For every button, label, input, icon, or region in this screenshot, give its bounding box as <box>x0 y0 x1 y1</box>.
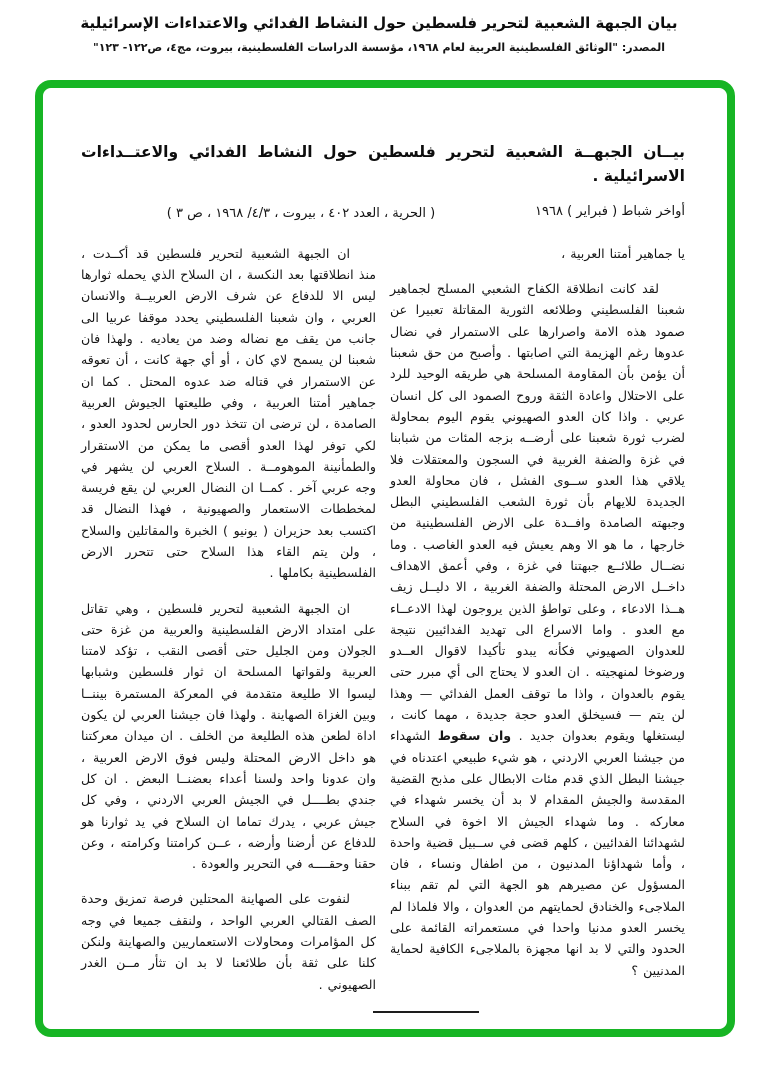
right-column-paragraph <box>390 278 685 981</box>
paragraph-text-after-bold: الشهداء من جيشنا العربي الاردني ، هو شيء طبيعي اعتدناه في جيشنا البطل الذي قدم مئات الابطال على مذبح القضية المقدسة والجيش المقدام لا بد أن يخسر شهداء في معاركه . وما شهداء الجيش الا اخوة في السلاح لشهدائنا الفدائيين ، كلهم قضى في ســبيل قضية واحدة ، وأما شهداؤنا المدنيون ، من اطفال ونساء ، فان المسؤول عن مصيرهم هو الجهة التي لم تقم ببناء الملاجىء والخنادق لحمايتهم من العدوان ، والا فلماذا لم يخسر العدو مدنيا واحدا في مستعمراته القائمة على الحدود والتي لا بد انها مجهزة بالملاجىء الكافية لحماية المدنيين ؟ <box>390 728 685 978</box>
green-border-frame <box>35 80 735 1037</box>
page-header <box>0 0 758 54</box>
journal-citation: ( الحرية ، العدد ٤٠٢ ، بيروت ، ٤/٣/ ١٩٦٨ ، ص ٣ ) <box>166 206 436 222</box>
end-of-text-rule <box>373 1011 479 1013</box>
right-column <box>390 243 685 995</box>
paragraph-text-before-bold: لقد كانت انطلاقة الكفاح الشعبي المسلح لجماهير شعبنا الفلسطيني وطلائعه الثورية المقاتلة تعبيرا عن صمود هذه الامة واصرارها على الاستمرار في نضال عدوها رغم الهزيمة التي اصابتها . وأصبح من حق شعبنا أن يؤمن بأن المقاومة المسلحة هي طريقه الوحيد للرد على الاحتلال واعادة الثقة وروح الصمود الى كل انسان عربي . واذا كان العدو الصهيوني يقوم اليوم بمحاولة لضرب ثورة شعبنا على أرضــه بزجه المئات من شبابنا في غزة والضفة الغربية في السجون والمعتقلات فلا يلاقي هذا العدو ســوى الفشل ، فان محاولة العدو الجديدة للايهام بأن ثورة الشعب الفلسطيني البطل وجبهته الصامدة وافــدة على الارض الفلسطينية من خارجها ، ما هو الا وهم يعيش فيه العدو الغاصب . وما نضــال طلائــع جبهتنا في غزة ، وفي أعمق الاهداف داخــل الارض المحتلة والضفة الغربية ، الا دليــل زيف هــذا الادعاء ، وعلى تواطؤ الذين يروجون لهذا الادعــاء مع العدو . واما الاسراع الى تهديد الفدائيين نتيجة للعدوان الصهيوني فكأنه يبدو تأكيدا لاقوال العــدو ورضوخا لمنهجيته . ان العدو لا يحتاج الى أي مبرر حتى يقوم بالعدوان ، واذا ما توقف العمل الفدائي — وهذا لن يتم — فسيخلق العدو حجة جديدة ، مهما كانت ، ليستغلها ويقوم بعدوان جديد . <box>390 281 685 744</box>
source-citation: المصدر: "الوثائق الفلسطينية العربية لعام ١٩٦٨، مؤسسة الدراسات الفلسطينية، بيروت، مج٤، ص١٢٢- ١٢٣" <box>92 40 666 54</box>
left-paragraph-1: ان الجبهة الشعبية لتحرير فلسطين قد أكــدت ، منذ انطلاقتها بعد النكسة ، ان السلاح الذي يحمله ثوارها ليس الا للدفاع عن شرف الارض العربيــة والانسان العربي ، وان شعبنا الفلسطيني يحدد موقفا عربيا الى جانب من يقف مع نضاله وضد من يعاديه . ولهذا فان شعبنا لن يسمح لاي كان ، أو أي جهة كانت ، أن تعوقه عن الاستمرار في قتاله ضد عدوه المحتل . كما ان جماهير أمتنا العربية ، وفي طليعتها الجيوش العربية الصامدة ، لن ترضى ان تتخذ دور الحارس لحدود العدو ، لكي توفر لهذا العدو أقصى ما يمكن من الاستقرار والطمأنينة الموهومــة . السلاح العربي لن يشهر في وجه عربي آخر . كمــا ان النضال العربي لن يقع فريسة لمخططات الاستعمار والصهيونية ، فهذا النضال قد اكتسب بعد حزيران ( يونيو ) الخبرة والمقاتلين والسلاح ، ولن يتم القاء هذا السلاح حتى تتحرر الارض الفلسطينية بكاملها . <box>81 245 376 581</box>
bold-phrase: وان سقوط <box>437 728 512 744</box>
left-paragraph-2: ان الجبهة الشعبية لتحرير فلسطين ، وهي تقاتل على امتداد الارض الفلسطينية والعربية من غزة حتى الجولان ومن الجليل حتى أقصى النقب ، تؤكد لامتنا العربية ولقواتها المسلحة ان ثوار فلسطين وشبابها ليسوا الا طليعة متقدمة في المعركة المستمرة بيننــا وبين الغزاة الصهاينة . ولهذا فان جيشنا العربي لن يكون اداة لطعن هذه الطليعة من الخلف . ان ميدان معركتنا هو داخل الارض المحتلة وليس فوق الارض العربية ، وان عدونا واحد ولسنا أعداء بعضنــا البعض . ان كل جندي بطــــل في الجيش العربي الاردني ، وفي كل جيش عربي ، يدرك تماما ان السلاح في يد ثوارنا هو للدفاع عن أرضنا وأرضه ، عــن كرامتنا وكرامته ، وعن حقنا وحقــــه في التحرير والعودة . <box>81 600 376 872</box>
dateline-row <box>81 204 685 225</box>
date-line: أواخر شباط ( فبراير ) ١٩٦٨ <box>535 204 685 220</box>
salutation-line: يا جماهير أمتنا العربية ، <box>561 245 685 261</box>
two-column-body <box>81 243 685 995</box>
left-paragraph-3: لنفوت على الصهاينة المحتلين فرصة تمزيق وحدة الصف القتالي العربي الواحد ، ولنقف جميعا في وجه كل المؤامرات ومحاولات الاستعماريين والصهاينة ولنكن كلنا على ثقة بأن طلائعنا لا بد ان تثأر مــن الغدر الصهيوني . <box>81 891 376 992</box>
left-column <box>81 243 376 995</box>
document-heading: بيان الجبهة الشعبية لتحرير فلسطين حول النشاط الفدائي والاعتداءات الإسرائيلية <box>80 14 678 32</box>
statement-title: بيــان الجبهــة الشعبية لتحرير فلسطين حول النشاط الفدائي والاعتــداءات الاسرائيلية . <box>81 143 685 186</box>
